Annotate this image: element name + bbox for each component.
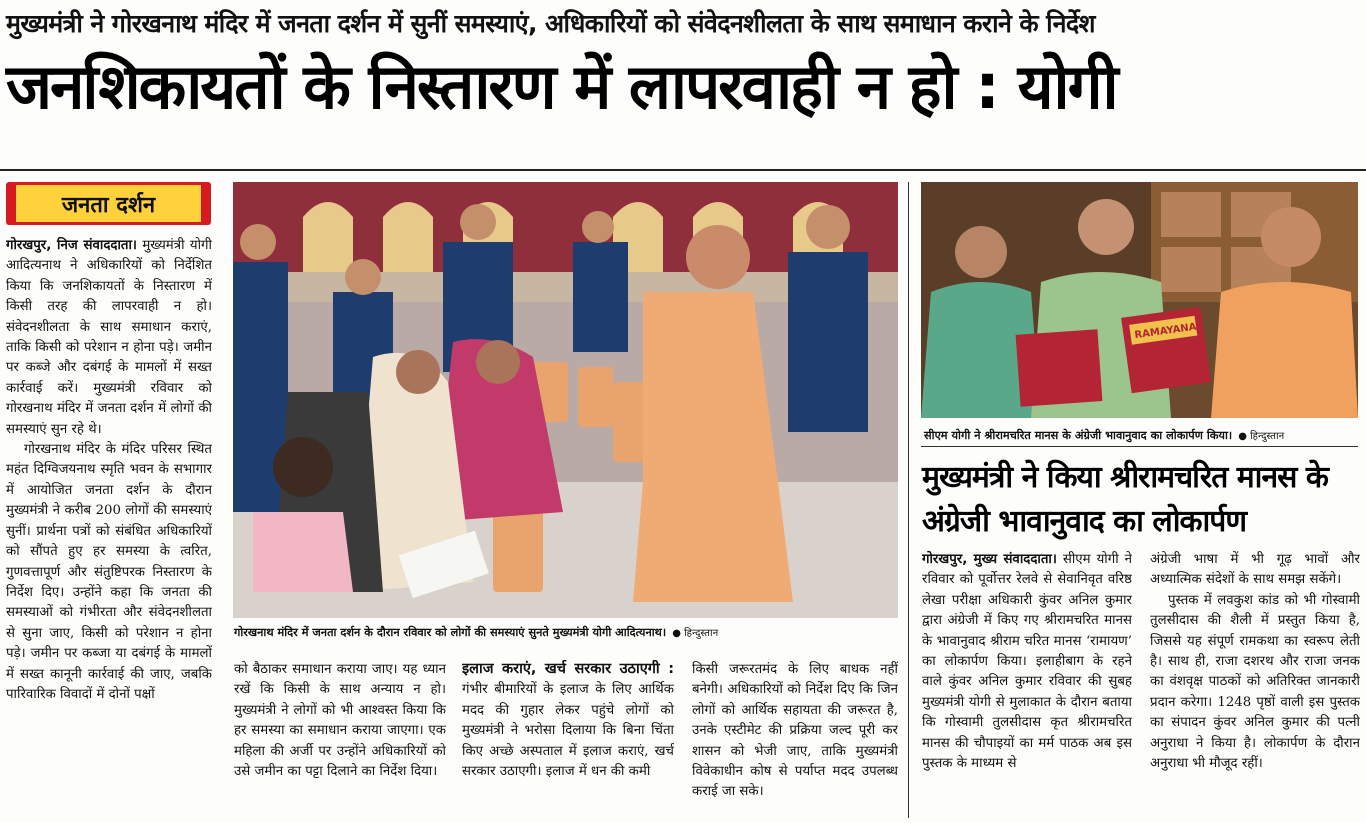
- photo2-credit: ● हिन्दुस्तान: [1238, 431, 1285, 442]
- badge-label: जनता दर्शन: [16, 185, 201, 222]
- second-story-column-1: [922, 550, 1132, 818]
- main-story-column-4: [692, 660, 898, 818]
- second-story-column-2: [1150, 550, 1360, 818]
- main-paragraph-2: गोरखनाथ मंदिर के मंदिर परिसर स्थित महंत दिग्विजयनाथ स्मृति भवन के सभागार में आयोजित जनता दर्शन के दौरान मुख्यमंत्री ने करीब 200 लोगों की समस्याएं सुनीं। प्रार्थना पत्रों को संबंधित अधिकारियों को सौंपते हुए हर समस्या के त्वरित, गुणवत्तापूर्ण और संतुष्टिपरक निस्तारण के निर्देश दिए। उन्होंने कहा कि जनता की समस्याओं को गंभीरता और संवेदनशीलता से सुना जाए, किसी को परेशान न होना पड़े। जमीन पर कब्जा या दबंगई के मामलों में सख्त कानूनी कार्रवाई की जाए, जबकि पारिवारिक विवादों में दोनों पक्षों: [6, 442, 212, 702]
- photo1-caption: [234, 625, 718, 640]
- second-dateline: गोरखपुर, मुख्य संवाददाता।: [922, 552, 1057, 567]
- main-paragraph-4: गंभीर बीमारियों के इलाज के लिए आर्थिक मदद की गुहार लेकर पहुंचे लोगों को मुख्यमंत्री ने भरोसा दिलाया कि बिना चिंता किए अच्छे अस्पताल में इलाज कराएं, खर्च सरकार उठाएगी। इलाज में धन की कमी: [462, 682, 674, 780]
- main-paragraph-3: को बैठाकर समाधान कराया जाए। यह ध्यान रखें कि किसी के साथ अन्याय न हो। मुख्यमंत्री ने लोगों को भी आश्वस्त किया कि हर समस्या का समाधान कराया जाएगा। एक महिला की अर्जी पर उन्होंने अधिकारियों को उसे जमीन का पट्टा दिलाने का निर्देश दिया।: [234, 662, 446, 780]
- main-story-column-1: [6, 236, 212, 818]
- headline-rule: [0, 169, 1366, 171]
- kicker-headline: मुख्यमंत्री ने गोरखनाथ मंदिर में जनता दर्शन में सुनीं समस्याएं, अधिकारियों को संवेदनशीलता के साथ समाधान कराने के निर्देश: [6, 9, 1095, 38]
- photo1-credit: ● हिन्दुस्तान: [672, 628, 719, 639]
- book-cover-title: RAMAYANA: [1133, 321, 1198, 342]
- second-paragraph-1: सीएम योगी ने रविवार को पूर्वोत्तर रेलवे से सेवानिवृत वरिष्ठ लेखा परीक्षा अधिकारी कुंवर अनिल कुमार द्वारा अंग्रेजी में किए गए श्रीरामचरित मानस के भावानुवाद श्रीराम चरित मानस ‘रामायण’ का लोकार्पण किया। इलाहीबाग के रहने वाले कुंवर अनिल कुमार रविवार की सुबह मुख्यमंत्री योगी से मुलाकात के दौरान बताया कि गोस्वामी तुलसीदास कृत श्रीरामचरित मानस की चौपाइयों का मर्म पाठक अब इस पुस्तक के माध्यम से: [922, 552, 1132, 772]
- main-story-column-2: [234, 660, 446, 818]
- second-paragraph-2: अंग्रेजी भाषा में भी गूढ़ भावों और अध्यात्मिक संदेशों के साथ समझ सकेंगे।: [1150, 552, 1360, 588]
- photo2-caption: [924, 428, 1284, 443]
- book-launch-photo: [921, 182, 1358, 418]
- second-paragraph-3: पुस्तक में लवकुश कांड को भी गोस्वामी तुलसीदास की शैली में प्रस्तुत किया है, जिससे यह संपूर्ण रामकथा का स्वरूप लेती है। साथ ही, राजा दशरथ और राजा जनक का वंशवृक्ष पाठकों को अतिरिक्त जानकारी प्रदान करेगा। 1248 पृष्ठों वाली इस पुस्तक का संपादन कुंवर अनिल कुमार की पत्नी अनुराधा ने किया है। लोकार्पण के दौरान अनुराधा भी मौजूद रहीं।: [1150, 592, 1360, 772]
- column-divider: [908, 182, 909, 818]
- photo2-caption-text: सीएम योगी ने श्रीरामचरित मानस के अंग्रेजी भावानुवाद का लोकार्पण किया।: [924, 429, 1233, 442]
- main-paragraph-5: किसी जरूरतमंद के लिए बाधक नहीं बनेगी। अधिकारियों को निर्देश दिए कि जिन लोगों को आर्थिक सहायता की जरूरत है, उनके एस्टीमेट की प्रक्रिया जल्द पूरी कर शासन को भेजी जाए, ताकि मुख्यमंत्री विवेकाधीन कोष से पर्याप्त मदद उपलब्ध कराई जा सके।: [692, 662, 898, 800]
- section-badge: [6, 182, 211, 225]
- photo1-caption-text: गोरखनाथ मंदिर में जनता दर्शन के दौरान रविवार को लोगों की समस्याएं सुनते मुख्यमंत्री योगी आदित्यनाथ।: [234, 626, 667, 639]
- main-dateline: गोरखपुर, निज संवाददाता।: [6, 238, 137, 253]
- main-headline: जनशिकायतों के निस्तारण में लापरवाही न हो : योगी: [6, 50, 1117, 123]
- main-subhead: इलाज कराएं, खर्च सरकार उठाएगी :: [462, 661, 674, 677]
- main-story-column-3: [462, 660, 674, 818]
- second-headline: मुख्यमंत्री ने किया श्रीरामचरित मानस के अंग्रेजी भावानुवाद का लोकार्पण: [922, 460, 1328, 539]
- main-paragraph-1: मुख्यमंत्री योगी आदित्यनाथ ने अधिकारियों को निर्देशित किया कि जनशिकायतों के निस्तारण में किसी तरह की लापरवाही न हो। संवेदनशीलता के साथ समाधान कराएं, ताकि किसी को परेशान न होना पड़े। जमीन पर कब्जे और दबंगई के मामलों में सख्त कार्रवाई करें। मुख्यमंत्री रविवार को गोरखनाथ मंदिर में जनता दर्शन में लोगों की समस्याएं सुन रहे थे।: [6, 238, 212, 437]
- janta-darshan-photo: [233, 182, 898, 618]
- caption-divider: [921, 446, 1358, 447]
